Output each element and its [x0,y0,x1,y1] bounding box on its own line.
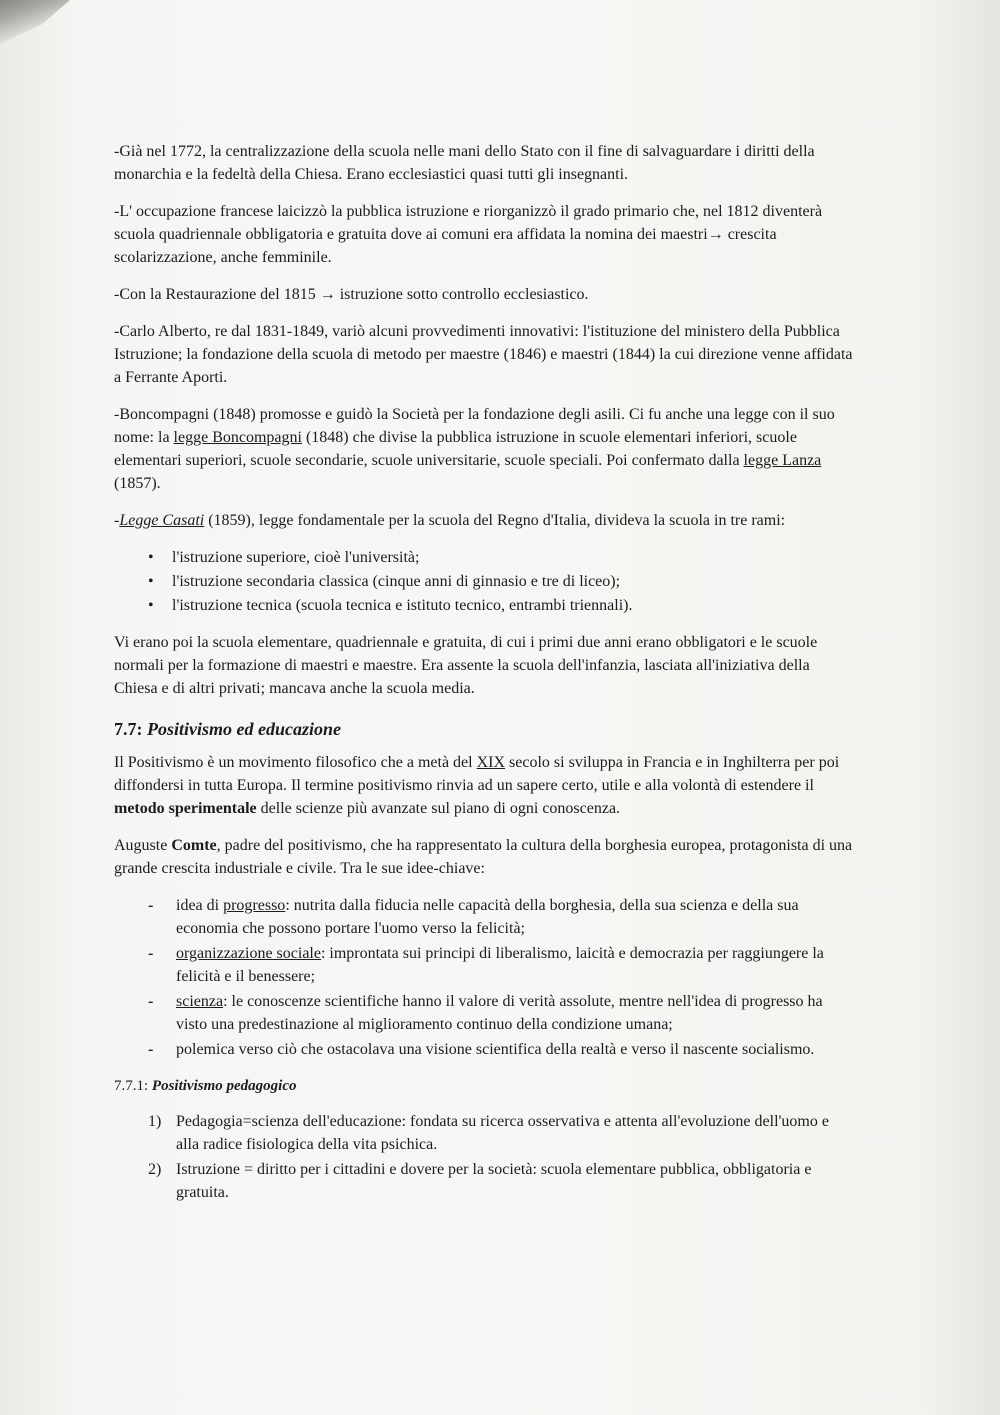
text-span: Istruzione = diritto per i cittadini e dovere per la società: scuola elementare pubblica, obbligatoria e gratuita. [176,1161,812,1201]
bold-term: Comte [171,837,217,854]
bold-term: metodo sperimentale [114,800,257,817]
list-item [148,1038,854,1061]
paragraph-carlo-alberto: -Carlo Alberto, re dal 1831-1849, variò alcuni provvedimenti innovativi: l'istituzione del ministero della Pubblica Istruzione; la fondazione della scuola di metodo per maestre (1846) e maestri (1844) la cui direzione venne affidata a Ferrante Aporti. [114,323,853,386]
item-number: 1) [148,1113,162,1130]
list-item [148,990,854,1036]
list-item: • l'istruzione superiore, cioè l'università; [148,546,854,569]
text-span: : le conoscenze scientifiche hanno il valore di verità assolute, mentre nell'idea di progresso ha visto una predestinazione al miglioramento continuo della condizione umana; [176,993,823,1033]
item-number: 2) [148,1161,162,1178]
text-span: polemica verso ciò che ostacolava una visione scientifica della realtà e verso il nascente socialismo. [176,1041,815,1058]
list-item: • l'istruzione secondaria classica (cinque anni di ginnasio e tre di liceo); [148,570,854,593]
idee-chiave-list [114,894,854,1061]
underlined-term: progresso [223,897,286,914]
text-span: Auguste [114,837,172,854]
list-item [148,1158,854,1204]
text-span: (1859), legge fondamentale per la scuola del Regno d'Italia, divideva la scuola in tre rami: [204,512,786,529]
legge-boncompagni-link[interactable]: legge Boncompagni [173,429,302,446]
text-span: Il Positivismo è un movimento filosofico che a metà del [114,754,477,771]
text-span: Pedagogia=scienza dell'educazione: fondata su ricerca osservativa e attenta all'evoluzione dell'uomo e alla radice fisiologica della vita psichica. [176,1113,829,1153]
underlined-term: scienza [176,993,224,1010]
paragraph-legge-casati [114,509,854,532]
text-span: delle scienze più avanzate sul piano di ogni conoscenza. [256,800,621,817]
section-heading [114,718,854,741]
text-span: : nutrita dalla fiducia nelle capacità della borghesia, della sua scienza e della sua economia che possono portare l'uomo verso la felicità; [176,897,799,937]
text-span: -Boncompagni (1848) promosse e guidò la Società per la fondazione degli asili. Ci fu anche una legge con il suo nome: la [114,406,835,446]
subsection-heading [114,1075,854,1098]
text-span: , padre del positivismo, che ha rappresentato la cultura della borghesia europea, protagonista di una grande crescita industriale e civile. Tra le sue idee-chiave: [114,837,853,877]
legge-casati-link[interactable]: Legge Casati [119,512,205,529]
punti-list [114,1110,854,1204]
paragraph-boncompagni [114,403,854,495]
text-span: secolo si sviluppa in Francia e in Inghilterra per poi diffondersi in tutta Europa. Il termine positivismo rinvia ad un sapere certo, utile e alla volontà di estendere il [114,754,840,794]
paragraph-occupazione-francese: -L' occupazione francese laicizzò la pubblica istruzione e riorganizzò il grado primario che, nel 1812 diventerà scuola quadriennale obbligatoria e gratuita dove ai comuni era affidata la nomina dei maestri→ crescita scolarizzazione, anche femminile. [114,203,823,266]
legge-lanza-link[interactable]: legge Lanza [743,452,822,469]
underlined-term: organizzazione sociale [176,945,321,962]
list-item [148,942,854,988]
paragraph-1772: -Già nel 1772, la centralizzazione della scuola nelle mani dello Stato con il fine di salvaguardare i diritti della monarchia e la fedeltà della Chiesa. Erano ecclesiastici quasi tutti gli insegnanti. [114,143,815,183]
section-number: 7.7: [114,719,147,739]
list-item: • l'istruzione tecnica (scuola tecnica e istituto tecnico, entrambi triennali). [148,594,854,617]
folded-corner [0,0,70,44]
paragraph-positivismo [114,751,854,820]
text-span: (1857). [114,475,161,492]
paragraph-restaurazione: -Con la Restaurazione del 1815 → istruzione sotto controllo ecclesiastico. [114,286,589,303]
list-item [148,894,854,940]
section-title: Positivismo ed educazione [147,719,341,739]
list-item [148,1110,854,1156]
century-text: XIX [476,754,506,771]
paragraph-scuola-elementare: Vi erano poi la scuola elementare, quadriennale e gratuita, di cui i primi due anni erano obbligatori e le scuole normali per la formazione di maestri e maestre. Era assente la scuola dell'infanzia, lasciata all'iniziativa della Chiesa e di altri privati; mancava anche la scuola media. [114,634,818,697]
paragraph-comte [114,834,854,880]
rami-list [114,546,854,617]
subsection-title: Positivismo pedagogico [151,1078,297,1094]
text-span: : improntata sui principi di liberalismo, laicità e democrazia per raggiungere la felicità e il benessere; [176,945,824,985]
text-span: (1848) che divise la pubblica istruzione in scuole elementari inferiori, scuole elementari superiori, scuole secondarie, scuole universitarie, scuole speciali. Poi confermato dalla [114,429,797,469]
text-span: - [114,512,120,529]
subsection-number: 7.7.1: [114,1078,152,1094]
page-content [114,140,854,1206]
text-span: idea di [176,897,224,914]
